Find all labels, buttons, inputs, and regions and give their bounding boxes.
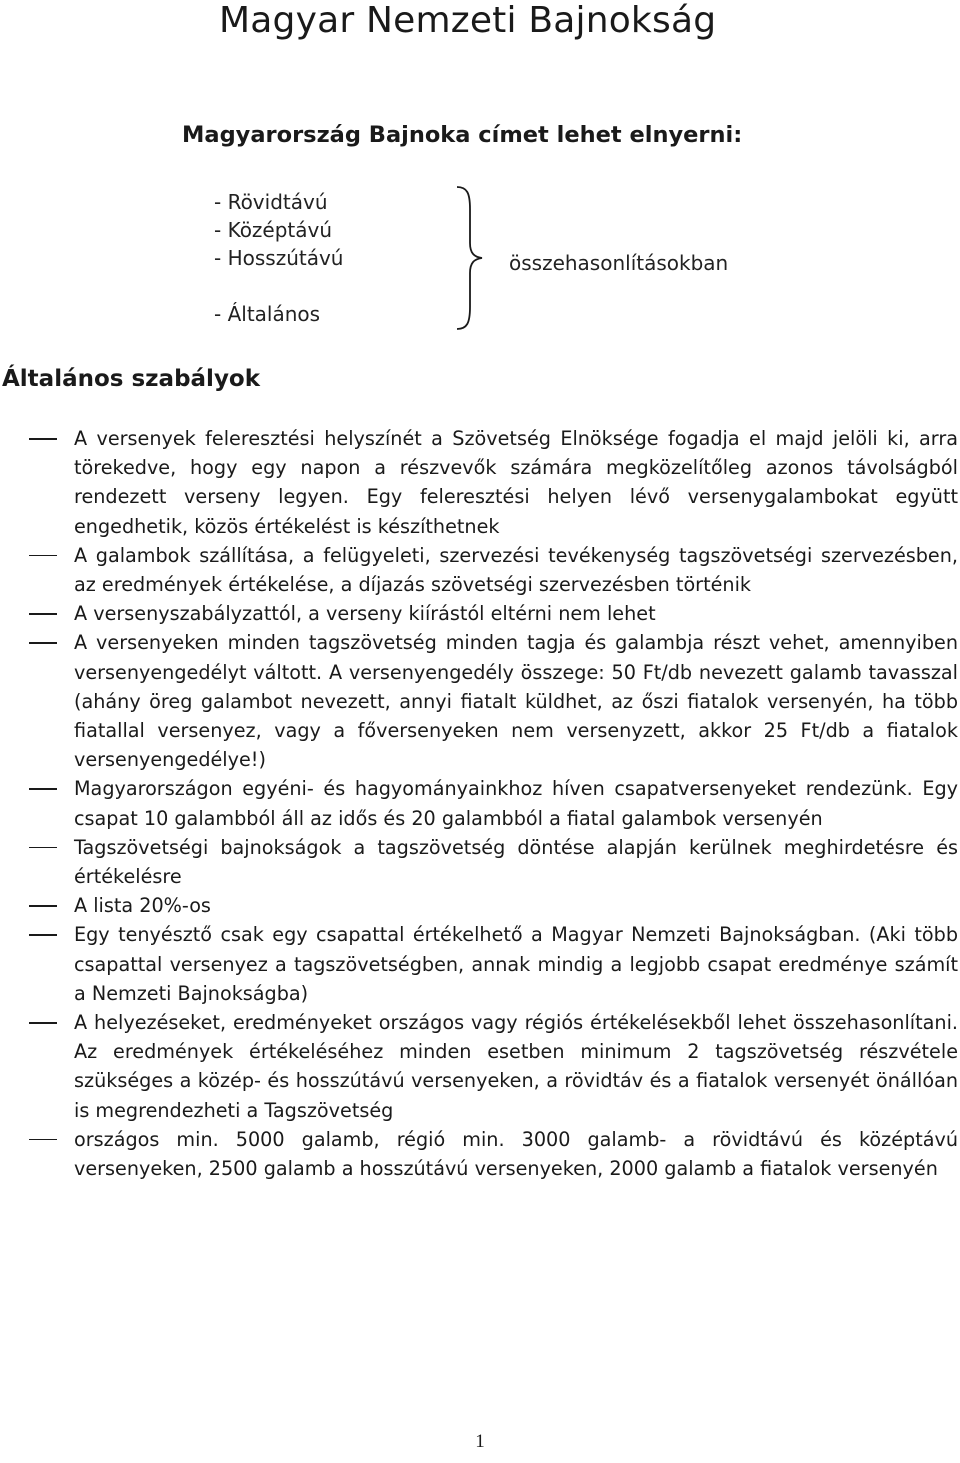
dash-bullet-icon xyxy=(29,642,57,644)
rule-item xyxy=(29,1125,958,1183)
rule-text: Egy tenyésztő csak egy csapattal értékelhető a Magyar Nemzeti Bajnokságban. (Aki több csapattal versenyez a tagszövetségben, annak mindig a legjobb csapat eredménye számít a Nemzeti Bajnokságba) xyxy=(74,923,958,1005)
dash-bullet-icon xyxy=(29,788,57,790)
dash-bullet-icon xyxy=(29,1022,57,1024)
page-number: 1 xyxy=(475,1431,485,1452)
rule-text: A galambok szállítása, a felügyeleti, szervezési tevékenység tagszövetségi szervezésben, az eredmények értékelése, a díjazás szövetségi szervezésben történik xyxy=(74,543,958,597)
dash-bullet-icon xyxy=(29,438,57,440)
rule-item xyxy=(29,774,958,832)
rule-text: A lista 20%-os xyxy=(74,894,211,918)
rule-text: A versenyszabályzattól, a verseny kiírástól eltérni nem lehet xyxy=(74,602,656,626)
dash-bullet-icon xyxy=(29,555,57,557)
rule-item xyxy=(29,1008,958,1125)
document-title: Magyar Nemzeti Bajnokság xyxy=(219,0,717,41)
category-item: - Rövidtávú xyxy=(214,190,328,214)
dash-bullet-icon xyxy=(29,934,57,936)
rule-item xyxy=(29,628,958,774)
rule-item xyxy=(29,833,958,891)
rule-item xyxy=(29,920,958,1008)
category-item: - Hosszútávú xyxy=(214,246,344,270)
rules-list xyxy=(29,424,958,1183)
rule-text: A versenyek feleresztési helyszínét a Szövetség Elnöksége fogadja el majd jelöli ki, arra törekedve, hogy egy napon a részvevők számára megközelítőleg azonos távolságból rendezett verseny legyen. Egy feleresztési helyen lévő versenygalambokat együtt engedhetik, közös értékelést is készíthetnek xyxy=(74,427,958,538)
section-heading: Általános szabályok xyxy=(2,366,261,392)
rule-text: országos min. 5000 galamb, régió min. 3000 galamb- a rövidtávú és középtávú versenyeken, 2500 galamb a hosszútávú versenyeken, 2000 galamb a fiatalok versenyén xyxy=(74,1127,958,1181)
rule-item xyxy=(29,599,958,628)
rule-text: Magyarországon egyéni- és hagyományainkhoz híven csapatversenyeket rendezünk. Egy csapat 10 galambból áll az idős és 20 galambból a fiatal galambok versenyén xyxy=(74,777,958,830)
dash-bullet-icon xyxy=(29,847,57,849)
dash-bullet-icon xyxy=(29,905,57,907)
right-brace-icon xyxy=(455,185,485,331)
rule-item xyxy=(29,541,958,599)
category-item: - Középtávú xyxy=(214,218,333,242)
rule-item xyxy=(29,424,958,541)
championship-subtitle: Magyarország Bajnoka címet lehet elnyerni: xyxy=(182,122,743,148)
rule-item xyxy=(29,891,958,920)
dash-bullet-icon xyxy=(29,613,57,615)
category-list xyxy=(214,188,343,328)
category-item: - Általános xyxy=(214,302,321,326)
rule-text: A helyezéseket, eredményeket országos vagy régiós értékelésekből lehet összehasonlítani. Az eredmények értékeléséhez minden esetben minimum 2 tagszövetség részvétele szükséges a közép- és hosszútávú versenyeken, a rövidtáv és a fiatalok versenyét önállóan is megrendezheti a Tagszövetség xyxy=(74,1011,958,1122)
dash-bullet-icon xyxy=(29,1139,57,1141)
rule-text: A versenyeken minden tagszövetség minden tagja és galambja részt vehet, amennyiben versenyengedélyt váltott. A versenyengedély összege: 50 Ft/db nevezett galamb tavasszal (ahány öreg galambot nevezett, annyi fiatalt küldhet, az őszi fiatalok versenyén, ha több fiatallal versenyez, vagy a főversenyeken nem versenyzett, akkor 25 Ft/db a fiatalok versenyengedélye!) xyxy=(74,631,958,772)
comparison-label: összehasonlításokban xyxy=(509,251,729,275)
rule-text: Tagszövetségi bajnokságok a tagszövetség döntése alapján kerülnek meghirdetésre és értékelésre xyxy=(74,835,958,889)
